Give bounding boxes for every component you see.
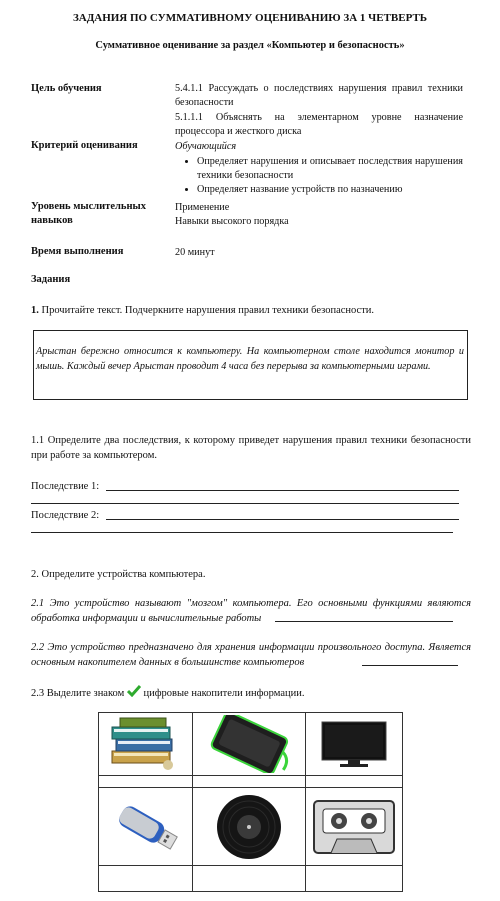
devices-image-grid bbox=[98, 712, 403, 892]
question-2-3-text-b: цифровые накопители информации. bbox=[143, 688, 305, 699]
goal-2: 5.1.1.1 Объяснять на элементарном уровне назначение процессора и жесткого диска bbox=[175, 112, 463, 137]
level-label-2: навыков bbox=[31, 215, 73, 226]
vinyl-record-icon[interactable] bbox=[193, 788, 305, 865]
level-label-1: Уровень мыслительных bbox=[31, 201, 146, 212]
task-2-prompt: 2. Определите устройства компьютера. bbox=[31, 569, 206, 580]
monitor-icon[interactable] bbox=[306, 713, 402, 775]
consequence-2-label: Последствие 2: bbox=[31, 510, 100, 521]
consequence-2-answer-line-2[interactable] bbox=[31, 532, 453, 533]
cassette-tape-icon[interactable] bbox=[306, 788, 402, 865]
criteria-intro: Обучающийся bbox=[175, 141, 237, 152]
consequence-1-answer-line-2[interactable] bbox=[31, 503, 459, 504]
question-2-1: 2.1 Это устройство называют "мозгом" компьютера. Его основными функциями являются обработка информации и вычислительные работы bbox=[31, 598, 471, 624]
goal-label: Цель обучения bbox=[31, 83, 102, 94]
level-1: Применение bbox=[175, 202, 230, 213]
criteria-item-1: • Определяет нарушения и описывает последствия нарушения техники безопасности bbox=[197, 155, 463, 183]
checkmark-icon bbox=[127, 685, 141, 697]
question-2-2: 2.2 Это устройство предназначено для хранения информации произвольного доступа. Является основным накопителем данных в большинстве компьютеров bbox=[31, 642, 471, 668]
question-2-3-text-a: 2.3 Выделите знаком bbox=[31, 688, 125, 699]
task-1-text: Прочитайте текст. Подчеркните нарушения правил техники безопасности. bbox=[38, 305, 375, 316]
task-1-prompt bbox=[31, 303, 471, 318]
goal-1: 5.4.1.1 Рассуждать о последствиях нарушения правил техники безопасности bbox=[175, 83, 463, 108]
consequence-2-answer-line[interactable] bbox=[106, 519, 459, 520]
question-2-3 bbox=[31, 685, 471, 701]
level-2: Навыки высокого порядка bbox=[175, 216, 289, 227]
tasks-heading: Задания bbox=[31, 274, 71, 285]
consequence-1-answer-line[interactable] bbox=[106, 490, 459, 491]
criteria-label: Критерий оценивания bbox=[31, 140, 138, 151]
question-2-1-answer-line[interactable] bbox=[275, 621, 453, 622]
task-1-number: 1. bbox=[31, 305, 39, 316]
time-label: Время выполнения bbox=[31, 246, 124, 257]
external-ssd-icon[interactable] bbox=[193, 713, 305, 775]
books-icon[interactable] bbox=[99, 713, 192, 775]
usb-flash-drive-icon[interactable] bbox=[99, 788, 192, 865]
criteria-list bbox=[175, 155, 463, 197]
criteria-item-2: • Определяет название устройств по назначению bbox=[197, 183, 463, 197]
consequence-1-label: Последствие 1: bbox=[31, 481, 100, 492]
document-subtitle: Суммативное оценивание за раздел «Компьютер и безопасность» bbox=[95, 40, 405, 51]
task-1-passage: Арыстан бережно относится к компьютеру. На компьютерном столе находится монитор и мышь. Каждый вечер Арыстан проводит 4 часа без перерыва за компьютерными играми. bbox=[36, 346, 464, 372]
question-1-1: 1.1 Определите два последствия, к которому приведет нарушения правил техники безопасности при работе за компьютером. bbox=[31, 435, 471, 461]
document-title: ЗАДАНИЯ ПО СУММАТИВНОМУ ОЦЕНИВАНИЮ ЗА 1 ЧЕТВЕРТЬ bbox=[72, 12, 428, 24]
time-value: 20 минут bbox=[175, 247, 215, 258]
question-2-2-answer-line[interactable] bbox=[362, 665, 458, 666]
